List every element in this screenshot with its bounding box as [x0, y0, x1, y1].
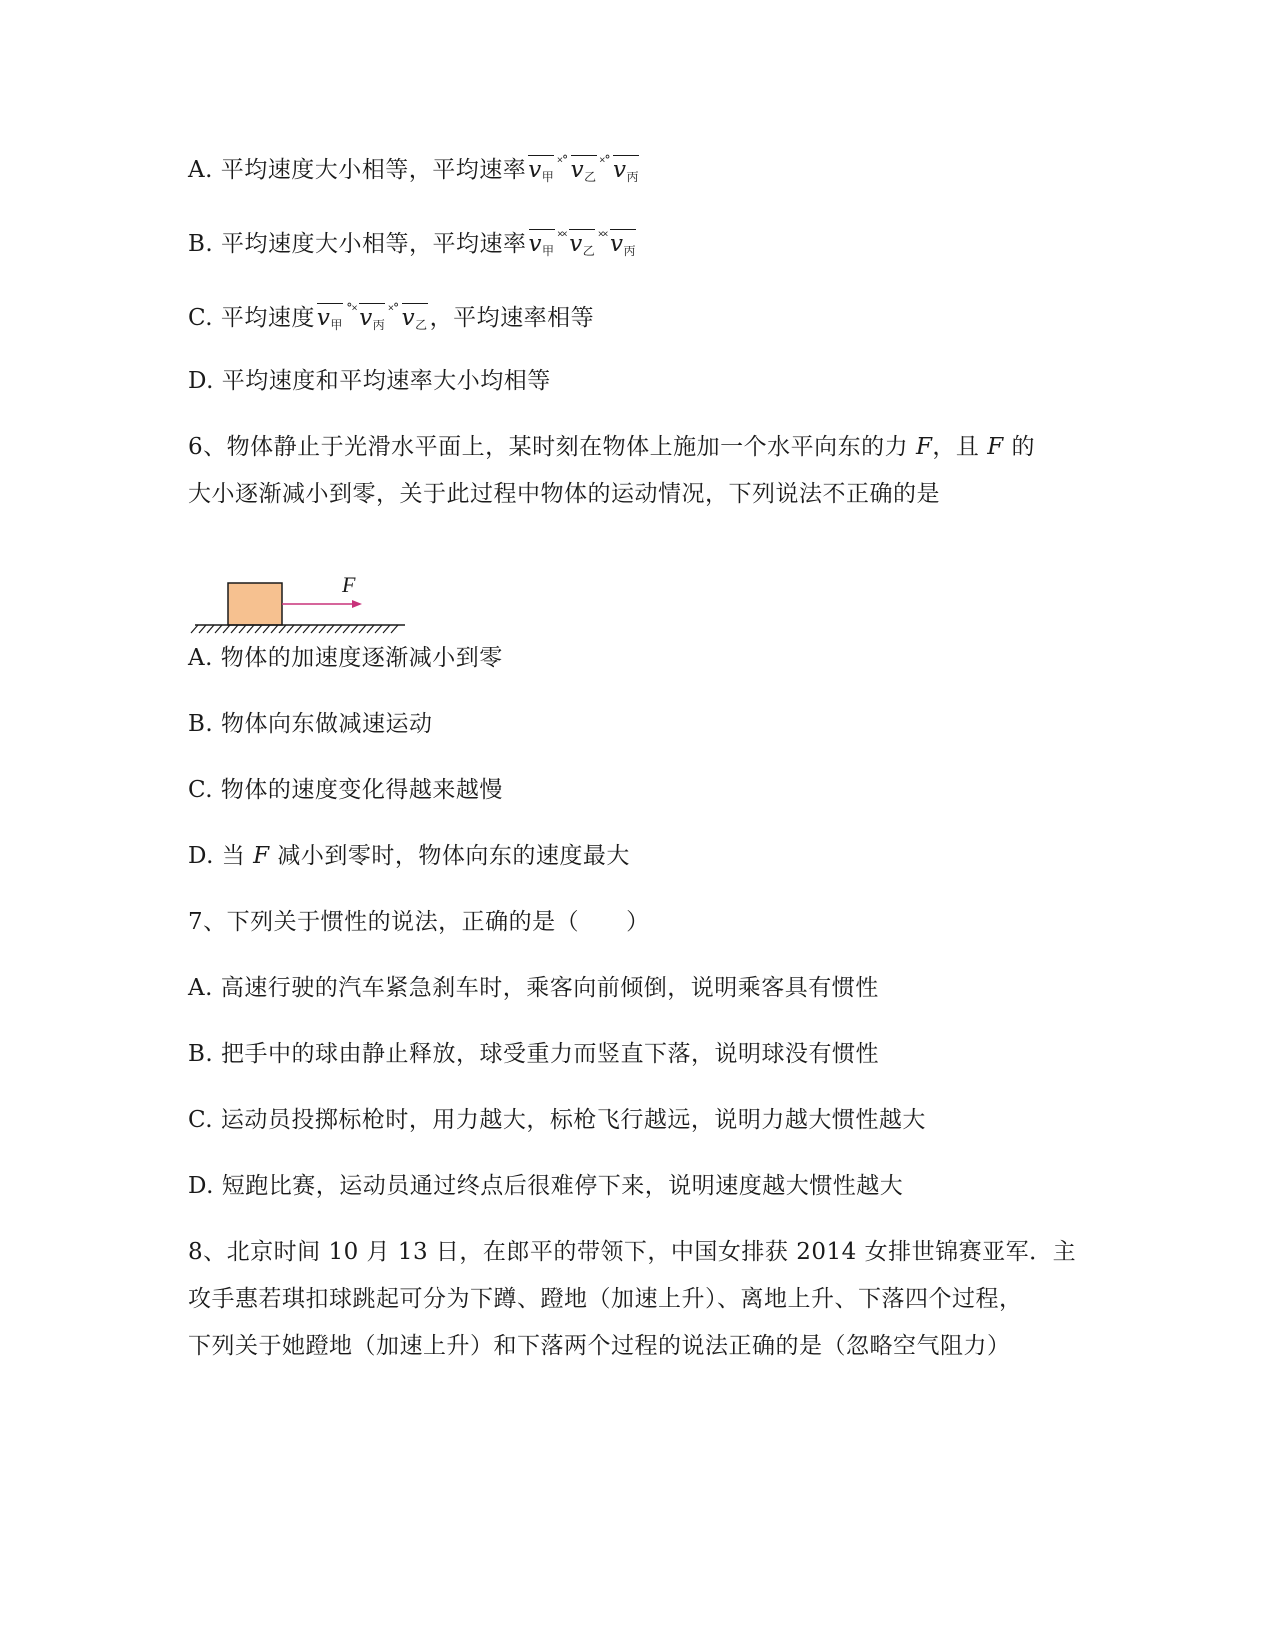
relation-symbol: ˟˟: [557, 229, 567, 245]
q5-option-c: [188, 296, 594, 335]
v-jia: $v_甲$: [317, 303, 343, 335]
q6-stem-line2: 大小逐渐减小到零，关于此过程中物体的运动情况，下列说法不正确的是: [188, 481, 940, 507]
hatch-mark: [207, 625, 214, 633]
force-diagram: [190, 570, 410, 644]
relation-symbol: ˟˟: [598, 229, 607, 245]
hatch-mark: [343, 625, 350, 633]
hatch-mark: [199, 625, 206, 633]
v-yi: $v_乙$: [571, 155, 597, 187]
q6-option-b: B. 物体向东做减速运动: [188, 711, 433, 737]
q5-option-d: D. 平均速度和平均速率大小均相等: [188, 368, 551, 394]
hatch-mark: [367, 625, 374, 633]
q8-stem-line3: 下列关于她蹬地（加速上升）和下落两个过程的说法正确的是（忽略空气阻力）: [188, 1333, 1011, 1359]
hatch-mark: [295, 625, 302, 633]
v-jia: $v_甲$: [529, 229, 555, 261]
q6-stem-line1: 6、物体静止于光滑水平面上，某时刻在物体上施加一个水平向东的力 F，且 F 的: [188, 434, 1036, 460]
force-diagram-svg: [190, 570, 410, 640]
hatch-mark: [375, 625, 382, 633]
hatch-mark: [319, 625, 326, 633]
v-bing: $v_丙$: [359, 303, 385, 335]
hatch-mark: [271, 625, 278, 633]
hatch-mark: [359, 625, 366, 633]
q5-option-c-suffix: ，平均速率相等: [429, 305, 595, 331]
v-bing: $v_丙$: [610, 229, 636, 261]
hatch-mark: [391, 625, 398, 633]
force-symbol: F: [915, 434, 933, 460]
relation-symbol: ˚˟: [345, 303, 357, 319]
hatch-mark: [223, 625, 230, 633]
ground-hatching: [191, 625, 398, 633]
force-symbol: F: [987, 434, 1004, 460]
hatch-mark: [279, 625, 286, 633]
hatch-mark: [311, 625, 318, 633]
hatch-mark: [239, 625, 246, 633]
v-jia: $v_甲$: [528, 155, 554, 187]
force-symbol: F: [253, 843, 270, 869]
q5-option-b: [188, 222, 638, 261]
hatch-mark: [263, 625, 270, 633]
q7-stem: 7、下列关于惯性的说法，正确的是（ ）: [188, 909, 650, 935]
hatch-mark: [231, 625, 238, 633]
q5-option-c-text: C. 平均速度: [188, 305, 315, 331]
hatch-mark: [303, 625, 310, 633]
relation-symbol: ˟˚: [388, 303, 399, 319]
hatch-mark: [383, 625, 390, 633]
hatch-mark: [215, 625, 222, 633]
hatch-mark: [351, 625, 358, 633]
hatch-mark: [247, 625, 254, 633]
q8-stem-line2: 攻手惠若琪扣球跳起可分为下蹲、蹬地（加速上升）、离地上升、下落四个过程，: [188, 1286, 1023, 1312]
q7-option-b: B. 把手中的球由静止释放，球受重力而竖直下落，说明球没有惯性: [188, 1041, 880, 1067]
q7-option-d: D. 短跑比赛，运动员通过终点后很难停下来，说明速度越大惯性越大: [188, 1173, 904, 1199]
q7-option-c: C. 运动员投掷标枪时，用力越大，标枪飞行越远，说明力越大惯性越大: [188, 1107, 926, 1133]
v-yi: $v_乙$: [402, 303, 428, 335]
q5-option-a-text: A. 平均速度大小相等，平均速率: [188, 157, 527, 183]
v-yi: $v_乙$: [569, 229, 595, 261]
relation-symbol: ˟˚: [599, 155, 610, 171]
q5-option-a: [188, 148, 641, 187]
q5-option-b-text: B. 平均速度大小相等，平均速率: [188, 231, 527, 257]
hatch-mark: [327, 625, 334, 633]
v-bing: $v_丙$: [613, 155, 639, 187]
q8-stem-line1: 8、北京时间 10 月 13 日，在郎平的带领下，中国女排获 2014 女排世锦赛亚军．主: [188, 1239, 1077, 1265]
q6-option-a: A. 物体的加速度逐渐减小到零: [188, 645, 503, 671]
relation-symbol: ˟˚: [557, 155, 568, 171]
hatch-mark: [287, 625, 294, 633]
force-label: F: [342, 572, 356, 597]
hatch-mark: [255, 625, 262, 633]
q6-option-c: C. 物体的速度变化得越来越慢: [188, 777, 503, 803]
force-arrow-head: [352, 600, 362, 608]
hatch-mark: [191, 625, 198, 633]
q7-option-a: A. 高速行驶的汽车紧急刹车时，乘客向前倾倒，说明乘客具有惯性: [188, 975, 879, 1001]
q6-option-d: D. 当 F 减小到零时，物体向东的速度最大: [188, 843, 630, 869]
hatch-mark: [335, 625, 342, 633]
block: [228, 583, 282, 625]
